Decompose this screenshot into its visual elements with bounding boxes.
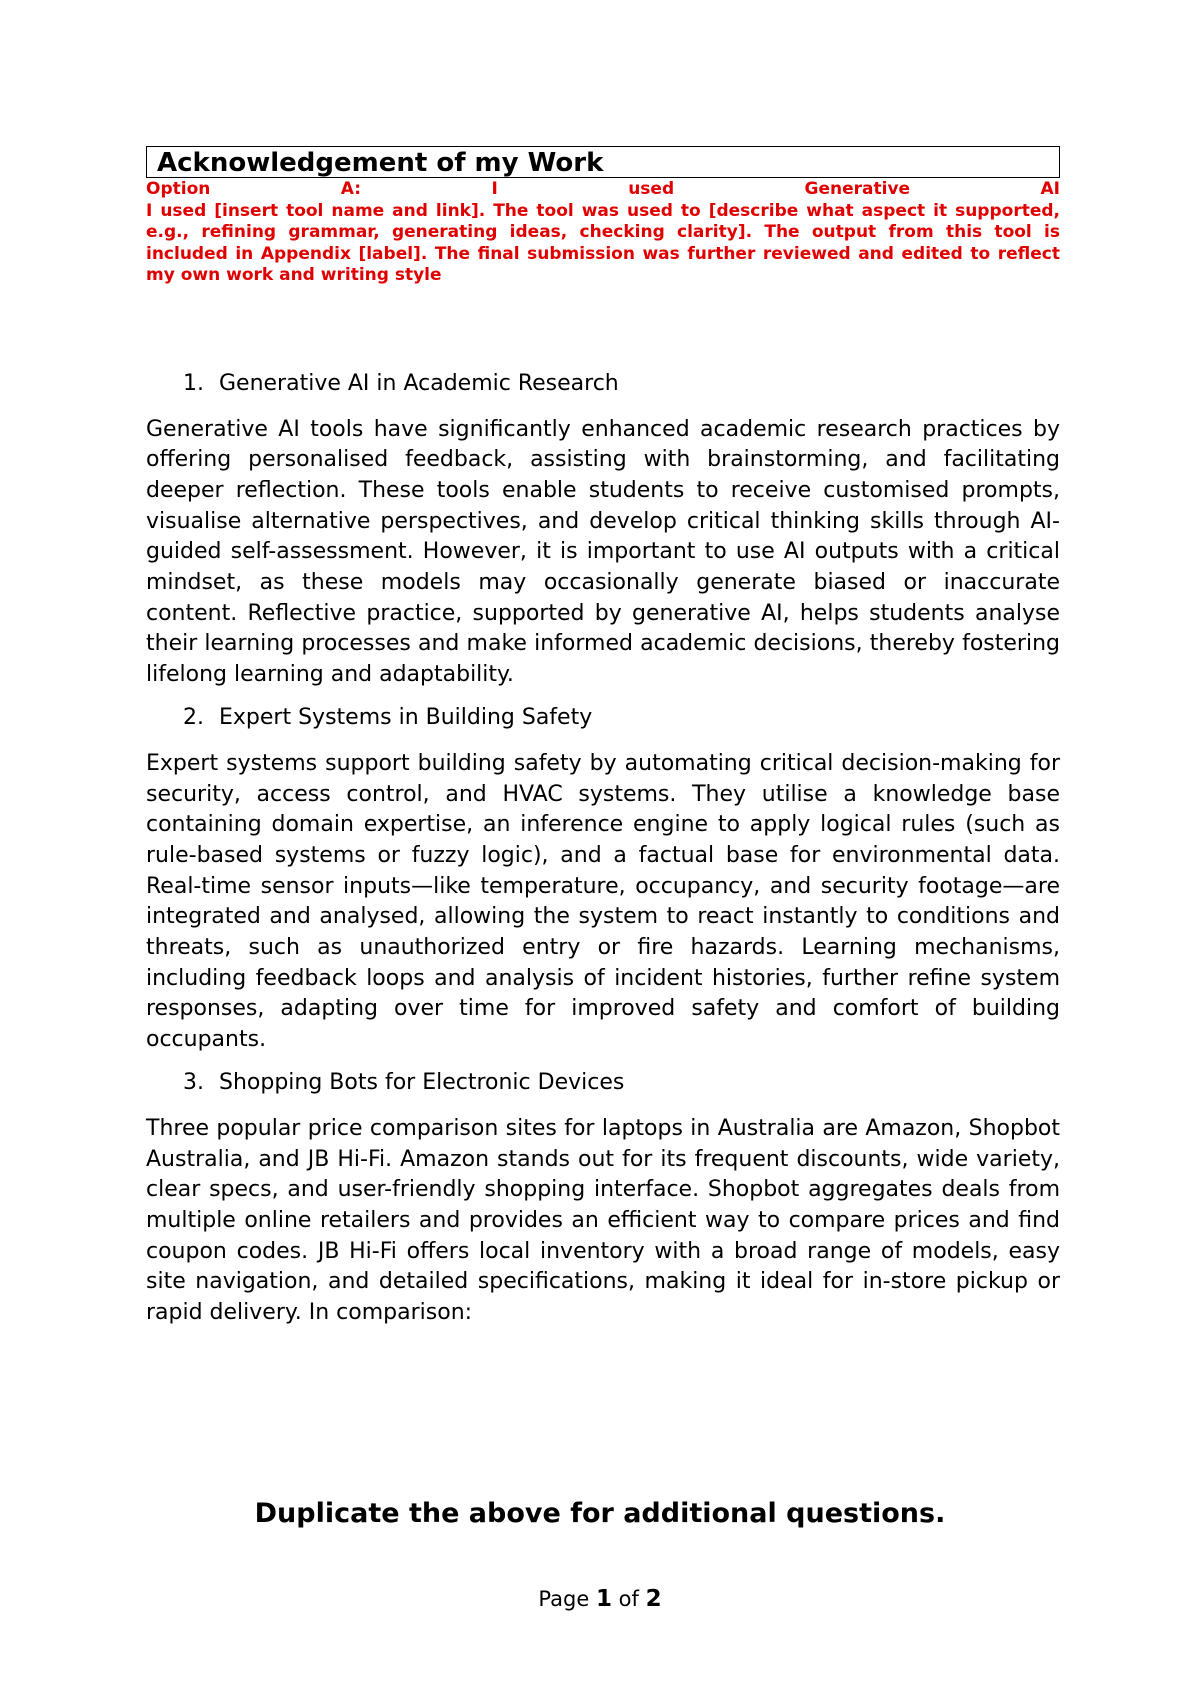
option-word: Option <box>146 179 211 199</box>
acknowledgement-title-box <box>146 146 1060 178</box>
section-number: 2. <box>183 704 204 730</box>
section-heading <box>146 369 1060 399</box>
section-number: 1. <box>183 370 204 396</box>
option-word: A: <box>340 179 362 199</box>
option-word: used <box>628 179 675 199</box>
acknowledgement-title: Acknowledgement of my Work <box>157 148 604 178</box>
acknowledgement-statement <box>146 179 1060 287</box>
current-page: 1 <box>595 1586 612 1612</box>
page-number <box>0 1585 1200 1613</box>
option-word: AI <box>1040 179 1060 199</box>
section-number: 3. <box>183 1069 204 1095</box>
section-title: Expert Systems in Building Safety <box>219 704 593 730</box>
option-word: Generative <box>804 179 911 199</box>
section-title: Shopping Bots for Electronic Devices <box>219 1069 625 1095</box>
page-label: Page <box>538 1587 590 1611</box>
total-pages: 2 <box>645 1586 662 1612</box>
section-body: Expert systems support building safety by automating critical decision-making for security, access control, and HVAC systems. They utilise a knowledge base containing domain expertise, an inference engine to apply logical rules (such as rule-based systems or fuzzy logic), and a factual base for environmental data. Real-time sensor inputs—like temperature, occupancy, and security footage—are integrated and analysed, allowing the system to react instantly to conditions and threats, such as unauthorized entry or fire hazards. Learning mechanisms, including feedback loops and analysis of incident histories, further refine system responses, adapting over time for improved safety and comfort of building occupants. <box>146 750 1060 1053</box>
page-separator: of <box>618 1587 639 1611</box>
duplicate-instruction: Duplicate the above for additional questions. <box>254 1498 946 1529</box>
section-body: Three popular price comparison sites for laptops in Australia are Amazon, Shopbot Australia, and JB Hi-Fi. Amazon stands out for its frequent discounts, wide variety, clear specs, and user-friendly shopping interface. Shopbot aggregates deals from multiple online retailers and provides an efficient way to compare prices and find coupon codes. JB Hi-Fi offers local inventory with a broad range of models, easy site navigation, and detailed specifications, making it ideal for in-store pickup or rapid delivery. In comparison: <box>146 1115 1060 1326</box>
document-content <box>146 146 1060 1329</box>
section-title: Generative AI in Academic Research <box>219 370 619 396</box>
option-word: I <box>491 179 498 199</box>
section-body: Generative AI tools have significantly enhanced academic research practices by offering personalised feedback, assisting with brainstorming, and facilitating deeper reflection. These tools enable students to receive customised prompts, visualise alternative perspectives, and develop critical thinking skills through AI-guided self-assessment. However, it is important to use AI outputs with a critical mindset, as these models may occasionally generate biased or inaccurate content. Reflective practice, supported by generative AI, helps students analyse their learning processes and make informed academic decisions, thereby fostering lifelong learning and adaptability. <box>146 416 1060 688</box>
acknowledgement-option-line <box>146 179 1060 201</box>
section-heading <box>146 1068 1060 1098</box>
acknowledgement-text: I used [insert tool name and link]. The tool was used to [describe what aspect it supported, e.g., refining grammar, generating ideas, checking clarity]. The output from this tool is included in Appendix [label]. The final submission was further reviewed and edited to reflect my own work and writing style <box>146 200 1060 285</box>
section-heading <box>146 703 1060 733</box>
